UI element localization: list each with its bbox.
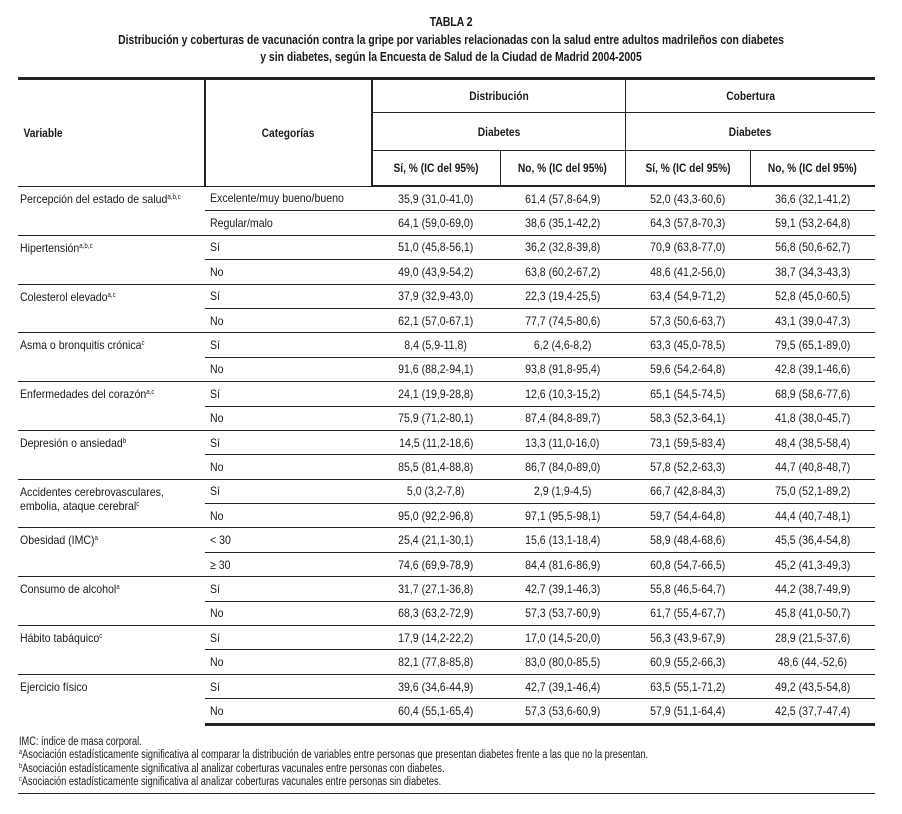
header-categorias: Categorías <box>205 79 372 187</box>
variable-label: Accidentes cerebrovasculares, embolia, ataque cerebral <box>20 484 164 513</box>
table-row <box>18 430 875 454</box>
category-cell: No <box>205 357 372 381</box>
dist-no-cell: 22,3 (19,4-25,5) <box>500 284 625 308</box>
dist-si-cell: 85,5 (81,4-88,8) <box>372 455 500 479</box>
bottom-rule <box>18 793 875 794</box>
header-cob-si: Sí, % (IC del 95%) <box>625 151 750 187</box>
dist-si-cell: 14,5 (11,2-18,6) <box>372 430 500 454</box>
dist-si-cell: 91,6 (88,2-94,1) <box>372 357 500 381</box>
cob-si-cell: 59,7 (54,4-64,8) <box>625 504 750 528</box>
cob-no-cell: 49,2 (43,5-54,8) <box>750 674 875 698</box>
category-cell: No <box>205 406 372 430</box>
dist-no-cell: 42,7 (39,1-46,3) <box>500 577 625 601</box>
cob-si-cell: 73,1 (59,5-83,4) <box>625 430 750 454</box>
significance-superscript: a <box>94 535 98 543</box>
category-cell: Regular/malo <box>205 211 372 235</box>
significance-superscript: b <box>122 437 127 445</box>
table-row <box>18 186 875 211</box>
dist-si-cell: 62,1 (57,0-67,1) <box>372 308 500 332</box>
dist-no-cell: 86,7 (84,0-89,0) <box>500 455 625 479</box>
cob-no-cell: 44,2 (38,7-49,9) <box>750 577 875 601</box>
header-dist-si: Sí, % (IC del 95%) <box>372 151 500 187</box>
cob-no-cell: 38,7 (34,3-43,3) <box>750 260 875 284</box>
table-row <box>18 479 875 503</box>
header-diabetes-distribucion: Diabetes <box>372 113 625 151</box>
category-cell: No <box>205 650 372 674</box>
dist-no-cell: 13,3 (11,0-16,0) <box>500 430 625 454</box>
variable-label: Depresión o ansiedad <box>20 435 123 450</box>
cob-si-cell: 60,9 (55,2-66,3) <box>625 650 750 674</box>
table-footnotes <box>19 736 879 789</box>
cob-si-cell: 57,8 (52,2-63,3) <box>625 455 750 479</box>
category-cell: < 30 <box>205 528 372 552</box>
variable-cell <box>18 186 205 235</box>
cob-no-cell: 68,9 (58,6-77,6) <box>750 382 875 406</box>
dist-si-cell: 82,1 (77,8-85,8) <box>372 650 500 674</box>
category-cell: Sí <box>205 674 372 698</box>
cob-no-cell: 45,8 (41,0-50,7) <box>750 601 875 625</box>
cob-si-cell: 48,6 (41,2-56,0) <box>625 260 750 284</box>
table-body <box>18 186 875 724</box>
dist-no-cell: 63,8 (60,2-67,2) <box>500 260 625 284</box>
variable-cell <box>18 577 205 626</box>
significance-superscript: a,b,c <box>79 242 93 250</box>
cob-si-cell: 57,9 (51,1-64,4) <box>625 699 750 724</box>
category-cell: No <box>205 260 372 284</box>
cob-no-cell: 52,8 (45,0-60,5) <box>750 284 875 308</box>
category-cell: Sí <box>205 430 372 454</box>
dist-si-cell: 31,7 (27,1-36,8) <box>372 577 500 601</box>
dist-si-cell: 5,0 (3,2-7,8) <box>372 479 500 503</box>
significance-superscript: a <box>116 584 120 592</box>
category-cell: Sí <box>205 479 372 503</box>
cob-si-cell: 59,6 (54,2-64,8) <box>625 357 750 381</box>
dist-si-cell: 60,4 (55,1-65,4) <box>372 699 500 724</box>
category-cell: No <box>205 699 372 724</box>
footnote-b: $^b$Asociación estadísticamente significativa al analizar coberturas vacunales entre personas con diabetes. <box>19 762 445 775</box>
header-cobertura: Cobertura <box>625 79 875 113</box>
significance-superscript: c <box>141 340 145 348</box>
variable-label: Asma o bronquitis crónica <box>20 338 142 353</box>
variable-cell <box>18 382 205 431</box>
dist-si-cell: 17,9 (14,2-22,2) <box>372 626 500 650</box>
cob-no-cell: 42,8 (39,1-46,6) <box>750 357 875 381</box>
variable-label: Ejercicio físico <box>20 679 88 694</box>
variable-cell <box>18 479 205 528</box>
cob-si-cell: 64,3 (57,8-70,3) <box>625 211 750 235</box>
cob-si-cell: 65,1 (54,5-74,5) <box>625 382 750 406</box>
dist-no-cell: 6,2 (4,6-8,2) <box>500 333 625 357</box>
dist-si-cell: 95,0 (92,2-96,8) <box>372 504 500 528</box>
dist-no-cell: 36,2 (32,8-39,8) <box>500 235 625 259</box>
category-cell: Excelente/muy bueno/bueno <box>205 186 372 211</box>
dist-no-cell: 57,3 (53,6-60,9) <box>500 699 625 724</box>
dist-si-cell: 39,6 (34,6-44,9) <box>372 674 500 698</box>
dist-no-cell: 2,9 (1,9-4,5) <box>500 479 625 503</box>
variable-label: Colesterol elevado <box>20 289 108 304</box>
variable-label: Hipertensión <box>20 240 80 255</box>
header-dist-no: No, % (IC del 95%) <box>500 151 625 187</box>
cob-no-cell: 42,5 (37,7-47,4) <box>750 699 875 724</box>
cob-no-cell: 56,8 (50,6-62,7) <box>750 235 875 259</box>
significance-superscript: c <box>136 500 140 508</box>
dist-no-cell: 84,4 (81,6-86,9) <box>500 552 625 576</box>
dist-si-cell: 25,4 (21,1-30,1) <box>372 528 500 552</box>
table-title-line-2: y sin diabetes, según la Encuesta de Salud de la Ciudad de Madrid 2004-2005 <box>260 49 642 64</box>
dist-si-cell: 8,4 (5,9-11,8) <box>372 333 500 357</box>
cob-no-cell: 45,5 (36,4-54,8) <box>750 528 875 552</box>
cob-si-cell: 63,5 (55,1-71,2) <box>625 674 750 698</box>
table-caption <box>0 13 902 65</box>
variable-cell <box>18 674 205 724</box>
cob-no-cell: 41,8 (38,0-45,7) <box>750 406 875 430</box>
cob-si-cell: 66,7 (42,8-84,3) <box>625 479 750 503</box>
variable-cell <box>18 235 205 284</box>
cob-no-cell: 44,7 (40,8-48,7) <box>750 455 875 479</box>
table-row <box>18 626 875 650</box>
category-cell: Sí <box>205 333 372 357</box>
variable-label: Hábito tabáquico <box>20 631 100 646</box>
vaccination-coverage-table <box>18 77 875 726</box>
table-row <box>18 382 875 406</box>
variable-cell <box>18 333 205 382</box>
dist-no-cell: 12,6 (10,3-15,2) <box>500 382 625 406</box>
table-row <box>18 674 875 698</box>
cob-si-cell: 63,3 (45,0-78,5) <box>625 333 750 357</box>
category-cell: Sí <box>205 577 372 601</box>
variable-cell <box>18 626 205 675</box>
significance-superscript: c <box>99 633 103 641</box>
category-cell: No <box>205 308 372 332</box>
cob-si-cell: 61,7 (55,4-67,7) <box>625 601 750 625</box>
dist-si-cell: 24,1 (19,9-28,8) <box>372 382 500 406</box>
variable-label: Consumo de alcohol <box>20 582 117 597</box>
cob-si-cell: 70,9 (63,8-77,0) <box>625 235 750 259</box>
cob-no-cell: 44,4 (40,7-48,1) <box>750 504 875 528</box>
variable-cell <box>18 430 205 479</box>
dist-no-cell: 38,6 (35,1-42,2) <box>500 211 625 235</box>
cob-no-cell: 75,0 (52,1-89,2) <box>750 479 875 503</box>
variable-label: Percepción del estado de salud <box>20 191 168 206</box>
cob-no-cell: 48,4 (38,5-58,4) <box>750 430 875 454</box>
dist-si-cell: 68,3 (63,2-72,9) <box>372 601 500 625</box>
table-row <box>18 528 875 552</box>
category-cell: No <box>205 504 372 528</box>
footnote-c: $^c$Asociación estadísticamente significativa al analizar coberturas vacunales entre personas sin diabetes. <box>19 775 442 788</box>
dist-si-cell: 35,9 (31,0-41,0) <box>372 186 500 211</box>
cob-si-cell: 56,3 (43,9-67,9) <box>625 626 750 650</box>
cob-si-cell: 57,3 (50,6-63,7) <box>625 308 750 332</box>
table-number: TABLA 2 <box>429 14 473 29</box>
cob-no-cell: 28,9 (21,5-37,6) <box>750 626 875 650</box>
significance-superscript: a,c <box>146 389 155 397</box>
dist-si-cell: 64,1 (59,0-69,0) <box>372 211 500 235</box>
significance-superscript: a,b,c <box>167 193 181 201</box>
category-cell: Sí <box>205 284 372 308</box>
cob-si-cell: 60,8 (54,7-66,5) <box>625 552 750 576</box>
cob-si-cell: 58,3 (52,3-64,1) <box>625 406 750 430</box>
footnote-a: $^a$Asociación estadísticamente significativa al comparar la distribución de variables entre personas que presentan diabetes frente a las que no la presentan. <box>19 749 649 762</box>
table-header <box>18 79 875 187</box>
dist-no-cell: 93,8 (91,8-95,4) <box>500 357 625 381</box>
dist-no-cell: 15,6 (13,1-18,4) <box>500 528 625 552</box>
table-row <box>18 235 875 259</box>
cob-si-cell: 52,0 (43,3-60,6) <box>625 186 750 211</box>
dist-si-cell: 74,6 (69,9-78,9) <box>372 552 500 576</box>
significance-superscript: a,c <box>107 291 116 299</box>
dist-no-cell: 42,7 (39,1-46,4) <box>500 674 625 698</box>
category-cell: ≥ 30 <box>205 552 372 576</box>
cob-no-cell: 79,5 (65,1-89,0) <box>750 333 875 357</box>
dist-no-cell: 87,4 (84,8-89,7) <box>500 406 625 430</box>
variable-label: Enfermedades del corazón <box>20 387 147 402</box>
category-cell: No <box>205 601 372 625</box>
dist-si-cell: 37,9 (32,9-43,0) <box>372 284 500 308</box>
cob-si-cell: 55,8 (46,5-64,7) <box>625 577 750 601</box>
table-title-line-1: Distribución y coberturas de vacunación contra la gripe por variables relacionadas con la salud entre adultos madrileños con diabetes <box>118 32 784 47</box>
dist-si-cell: 49,0 (43,9-54,2) <box>372 260 500 284</box>
cob-no-cell: 45,2 (41,3-49,3) <box>750 552 875 576</box>
cob-si-cell: 63,4 (54,9-71,2) <box>625 284 750 308</box>
dist-no-cell: 17,0 (14,5-20,0) <box>500 626 625 650</box>
header-cob-no: No, % (IC del 95%) <box>750 151 875 187</box>
header-distribucion: Distribución <box>372 79 625 113</box>
cob-no-cell: 59,1 (53,2-64,8) <box>750 211 875 235</box>
variable-cell <box>18 528 205 577</box>
dist-si-cell: 75,9 (71,2-80,1) <box>372 406 500 430</box>
dist-no-cell: 57,3 (53,7-60,9) <box>500 601 625 625</box>
category-cell: Sí <box>205 382 372 406</box>
category-cell: Sí <box>205 626 372 650</box>
cob-no-cell: 36,6 (32,1-41,2) <box>750 186 875 211</box>
cob-no-cell: 43,1 (39,0-47,3) <box>750 308 875 332</box>
dist-no-cell: 97,1 (95,5-98,1) <box>500 504 625 528</box>
dist-no-cell: 77,7 (74,5-80,6) <box>500 308 625 332</box>
cob-si-cell: 58,9 (48,4-68,6) <box>625 528 750 552</box>
category-cell: Sí <box>205 235 372 259</box>
table-row <box>18 577 875 601</box>
dist-no-cell: 61,4 (57,8-64,9) <box>500 186 625 211</box>
header-diabetes-cobertura: Diabetes <box>625 113 875 151</box>
dist-no-cell: 83,0 (80,0-85,5) <box>500 650 625 674</box>
footnote-imc: IMC: índice de masa corporal. <box>19 736 142 748</box>
cob-no-cell: 48,6 (44,-52,6) <box>750 650 875 674</box>
header-variable: Variable <box>18 79 205 187</box>
variable-label: Obesidad (IMC) <box>20 533 95 548</box>
table-row <box>18 333 875 357</box>
dist-si-cell: 51,0 (45,8-56,1) <box>372 235 500 259</box>
variable-cell <box>18 284 205 333</box>
table-row <box>18 284 875 308</box>
category-cell: No <box>205 455 372 479</box>
